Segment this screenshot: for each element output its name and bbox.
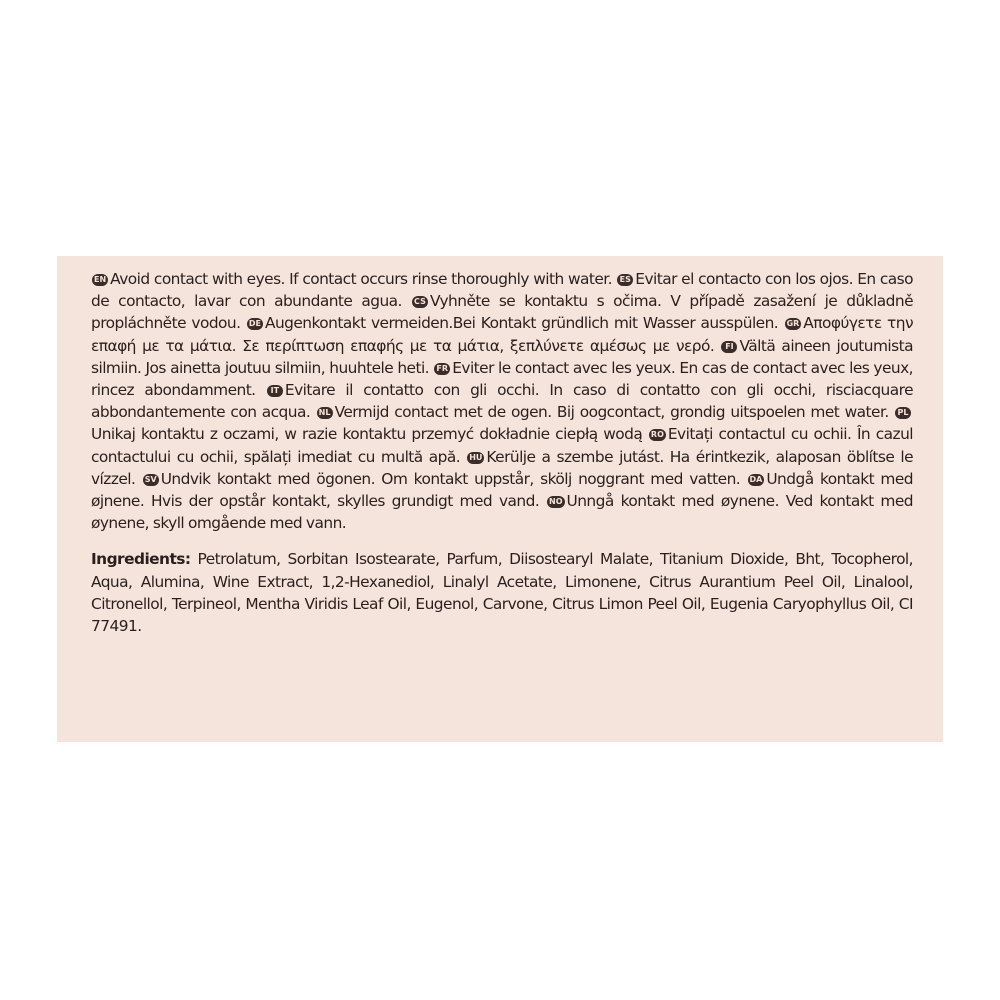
lang-badge-da: DA bbox=[749, 474, 763, 484]
warning-text: Evitare il contatto con gli occhi. In caso di contatto con gli occhi, risciacquare abbondantemente con acqua. bbox=[91, 381, 913, 422]
warning-text-block bbox=[91, 268, 913, 534]
warning-text: Vermijd contact met de ogen. Bij oogcontact, grondig uitspoelen met water. bbox=[334, 403, 889, 422]
warning-en bbox=[91, 270, 612, 288]
lang-badge-sv: SV bbox=[143, 474, 159, 486]
ingredients-list: Petrolatum, Sorbitan Isostearate, Parfum, Diisostearyl Malate, Titanium Dioxide, Bht, Tocopherol, Aqua, Alumina, Wine Extract, 1,2-Hexanediol, Linalyl Acetate, Limonene, Citrus Aurantium Peel Oil, Linalool, Citronellol, Terpineol, Mentha Viridis Leaf Oil, Eugenol, Carvone, Citrus Limon Peel Oil, Eugenia Caryophyllus Oil, CI 77491. bbox=[91, 550, 914, 636]
warning-text: Undgå kontakt med øjnene. Hvis der opstår kontakt, skylles grundigt med vand. bbox=[91, 469, 914, 511]
lang-badge-fr: FR bbox=[434, 363, 450, 375]
product-label bbox=[57, 256, 943, 742]
lang-badge-it: IT bbox=[267, 385, 283, 397]
warning-de bbox=[246, 314, 778, 332]
warning-text: Eviter le contact avec les yeux. En cas de contact avec les yeux, rincez abondamment. bbox=[91, 358, 914, 400]
lang-badge-ro: RO bbox=[650, 430, 664, 440]
lang-badge-es: ES bbox=[617, 274, 633, 286]
warning-text: Vältä aineen joutumista silmiin. Jos ainetta joutuu silmiin, huuhtele heti. bbox=[91, 336, 913, 377]
warning-text: Kerülje a szembe jutást. Ha érintkezik, alaposan öblítse le vízzel. bbox=[91, 447, 914, 488]
warning-sv bbox=[142, 470, 740, 488]
lang-badge-hu: HU bbox=[469, 452, 483, 462]
warning-text: Αποφύγετε την επαφή με τα μάτια. Σε περίπτωση επαφής με τα μάτια, ξεπλύνετε αμέσως με νερό. bbox=[91, 314, 913, 355]
warning-text: Unngå kontakt med øynene. Ved kontakt med øynene, skyll omgående med vann. bbox=[91, 492, 914, 533]
lang-badge-de: DE bbox=[248, 319, 261, 329]
warning-text: Augenkontakt vermeiden.Bei Kontakt gründlich mit Wasser ausspülen. bbox=[264, 314, 779, 333]
lang-badge-en: EN bbox=[94, 275, 107, 284]
ingredients-block bbox=[91, 548, 913, 637]
lang-badge-pl: PL bbox=[895, 407, 911, 419]
lang-badge-no: NO bbox=[549, 497, 563, 507]
ingredients-label: Ingredients: bbox=[91, 550, 191, 569]
warning-text: Undvik kontakt med ögonen. Om kontakt uppstår, skölj noggrant med vatten. bbox=[160, 469, 741, 488]
warning-text: Vyhněte se kontaktu s očima. V případě zasažení je důkladně propláchněte vodou. bbox=[91, 292, 913, 333]
lang-badge-nl: NL bbox=[317, 407, 333, 419]
warning-text: Avoid contact with eyes. If contact occurs rinse thoroughly with water. bbox=[110, 270, 612, 288]
warning-text: Evitați contactul cu ochii. În cazul contactului cu ochii, spălați imediat cu multă apă. bbox=[91, 425, 914, 466]
lang-badge-gr: GR bbox=[786, 319, 800, 329]
warning-text: Evitar el contacto con los ojos. En caso de contacto, lavar con abundante agua. bbox=[91, 270, 913, 311]
warning-text: Unikaj kontaktu z oczami, w razie kontaktu przemyć dokładnie ciepłą wodą bbox=[91, 425, 643, 444]
lang-badge-fi: FI bbox=[721, 341, 737, 353]
warning-nl bbox=[316, 403, 889, 421]
lang-badge-cs: CS bbox=[412, 296, 428, 308]
